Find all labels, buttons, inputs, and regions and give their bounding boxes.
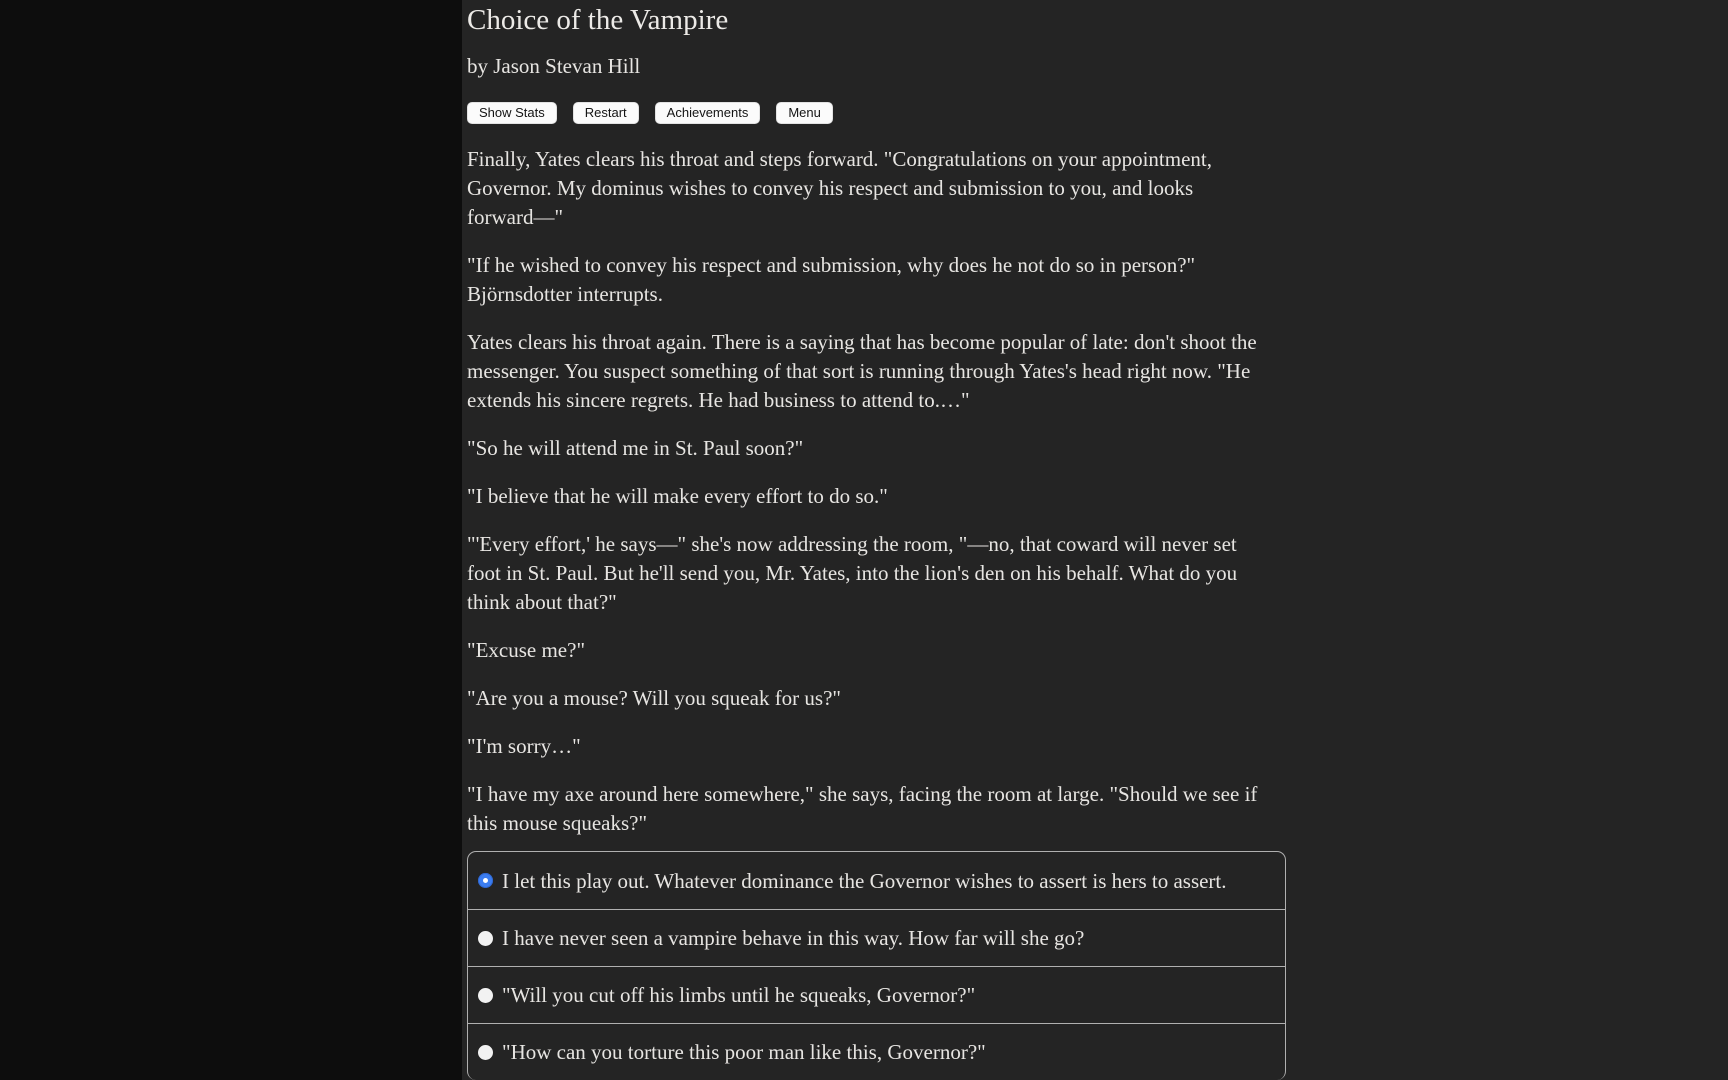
story-paragraph: "I believe that he will make every effort to do so." xyxy=(467,484,888,508)
author-byline: by Jason Stevan Hill xyxy=(467,54,641,78)
show-stats-button[interactable]: Show Stats xyxy=(467,102,557,124)
story-paragraph: Yates clears his throat again. There is a saying that has become popular of late: don't shoot the messenger. You suspect something of that sort is running through Yates's head right now. "He extends his sincere regrets. He had business to attend to.…" xyxy=(467,330,1257,412)
story-paragraph: "If he wished to convey his respect and submission, why does he not do so in person?" Björnsdotter interrupts. xyxy=(467,253,1196,306)
choice-option-4[interactable] xyxy=(468,1023,1285,1080)
story-paragraph: Finally, Yates clears his throat and steps forward. "Congratulations on your appointment, Governor. My dominus wishes to convey his respect and submission to you, and looks forward—" xyxy=(467,147,1213,229)
story-text xyxy=(467,145,1263,838)
choice-label: I let this play out. Whatever dominance the Governor wishes to assert is hers to assert. xyxy=(502,868,1227,893)
choice-option-2[interactable] xyxy=(468,909,1285,966)
story-paragraph: "Excuse me?" xyxy=(467,638,586,662)
choice-label: "How can you torture this poor man like this, Governor?" xyxy=(502,1040,986,1064)
toolbar xyxy=(467,102,1728,124)
choice-label: I have never seen a vampire behave in this way. How far will she go? xyxy=(502,926,1085,950)
restart-button[interactable]: Restart xyxy=(573,102,639,124)
game-page xyxy=(462,0,1728,1080)
choice-list xyxy=(467,851,1286,1080)
story-paragraph: "So he will attend me in St. Paul soon?" xyxy=(467,436,804,460)
achievements-button[interactable]: Achievements xyxy=(655,102,761,124)
radio-selected-icon[interactable] xyxy=(478,873,493,888)
menu-button[interactable]: Menu xyxy=(776,102,833,124)
story-paragraph: "I have my axe around here somewhere," she says, facing the room at large. "Should we see if this mouse squeaks?" xyxy=(467,782,1258,835)
page-title: Choice of the Vampire xyxy=(467,4,729,36)
radio-unselected-icon[interactable] xyxy=(478,931,493,946)
choice-option-3[interactable] xyxy=(468,966,1285,1023)
story-paragraph: "Are you a mouse? Will you squeak for us?" xyxy=(467,686,841,710)
story-paragraph: "I'm sorry…" xyxy=(467,734,581,758)
story-paragraph: "'Every effort,' he says—" she's now addressing the room, "—no, that coward will never set foot in St. Paul. But he'll send you, Mr. Yates, into the lion's den on his behalf. What do you think about that?" xyxy=(467,532,1238,614)
choice-label: "Will you cut off his limbs until he squeaks, Governor?" xyxy=(502,983,976,1007)
radio-unselected-icon[interactable] xyxy=(478,988,493,1003)
story-content xyxy=(462,0,1728,1080)
radio-unselected-icon[interactable] xyxy=(478,1045,493,1060)
choice-option-1[interactable] xyxy=(468,852,1285,909)
